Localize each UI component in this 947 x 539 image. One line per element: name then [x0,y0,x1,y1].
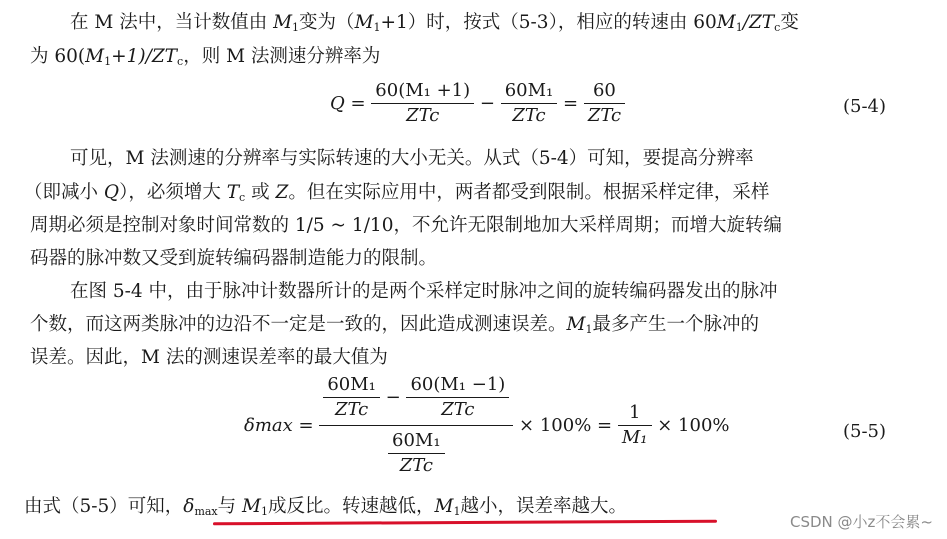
text: 变为（ [299,12,355,33]
eq-lhs: δmax = [244,415,314,436]
sub-1: 1 [585,323,593,336]
text: 变 [780,12,799,33]
denominator: M₁ [621,427,648,448]
denominator: ZTc [441,399,475,420]
equation-5-4 [330,80,625,127]
para2-line3: 周期必须是控制对象时间常数的 1/5 ~ 1/10，不允许无限制地加大采样周期；而增大旋转编 [30,215,782,236]
fraction [388,430,445,477]
sub-max: max [194,505,218,518]
text: 为 60( [30,46,86,67]
sym-M: M [242,496,261,517]
para2-line4: 码器的脉冲数又受到旋转编码器制造能力的限制。 [30,248,438,269]
sub-1: 1 [104,55,112,68]
text: 由式（5-5）可知， [24,496,184,517]
text: 越小，误差率越大。 [460,496,627,517]
sub-c: c [239,191,246,204]
denominator: ZTc [406,105,440,126]
sub-1: 1 [292,21,300,34]
operator: × 100% [657,415,730,436]
denominator: ZTc [335,399,369,420]
fraction [323,374,380,421]
para3-line1: 在图 5-4 中，由于脉冲计数器所计的是两个采样定时脉冲之间的旋转编码器发出的脉冲 [70,281,778,302]
watermark: CSDN @小z不会累~ [790,513,933,531]
sub-1: 1 [373,21,381,34]
para2-line1: 可见，M 法测速的分辨率与实际转速的大小无关。从式（5-4）可知，要提高分辨率 [70,148,754,169]
equation-number-5-5: (5-5) [843,421,887,442]
equation-number-5-4: (5-4) [843,96,887,117]
numerator: 60M₁ [388,430,445,454]
denominator: ZTc [399,455,433,476]
sym-M: M [716,12,736,33]
numerator: 60M₁ [323,374,380,398]
sym-M: M [434,496,454,517]
text: ），必须增大 [119,182,227,203]
text: 成反比。转速越低， [267,496,435,517]
sub-c: c [177,55,184,68]
text: +1)/ZT [111,46,178,67]
sub-c: c [774,21,781,34]
numerator: 60M₁ [501,80,558,104]
para2-line2 [24,180,769,211]
sym-Q: Q [103,182,120,203]
para3-line3: 误差。因此，M 法的测速误差率的最大值为 [30,347,388,368]
sym-M: M [273,12,293,33]
eq-lhs: Q = [330,93,366,114]
sub-1: 1 [260,505,268,518]
compound-numerator [319,374,513,426]
sub-1: 1 [453,505,461,518]
numerator: 1 [618,402,652,426]
fraction [406,374,509,421]
numerator: 60(M₁ −1) [406,374,509,398]
compound-denominator [319,426,513,477]
numerator: 60 [584,80,625,104]
operator: − [385,387,401,408]
sym-T: T [226,182,240,203]
operator: = [563,93,579,114]
text: 个数，而这两类脉冲的边沿不一定是一致的，因此造成测速误差。 [30,314,567,335]
sym-M: M [566,314,586,335]
denominator: ZTc [587,105,622,126]
fraction [371,80,474,127]
text: （即减小 [24,182,104,203]
text: 。但在实际应用中，两者都受到限制。根据采样定律，采样 [288,182,770,203]
para1-line2 [30,44,380,75]
text: +1）时，按式（5-3），相应的转速由 60 [380,12,717,33]
text: /ZT [742,12,775,33]
operator: × 100% = [519,415,613,436]
sym-M: M [354,12,374,33]
sym-delta: δ [183,496,195,517]
text: 最多产生一个脉冲的 [592,314,759,335]
fraction [501,80,558,127]
compound-fraction [319,374,513,477]
para3-line2 [30,312,759,343]
denominator: ZTc [512,105,546,126]
para1-line1 [70,10,799,41]
sym-Z: Z [275,182,289,203]
text: 或 [245,182,276,203]
text: ，则 M 法测速分辨率为 [183,46,381,67]
numerator: 60(M₁ +1) [371,80,474,104]
equation-5-5 [244,374,730,477]
operator: − [479,93,495,114]
fraction [618,402,652,449]
fraction [584,80,625,127]
text: 在 M 法中，当计数值由 [70,12,274,33]
text: 与 [217,496,243,517]
sym-M: M [85,46,105,67]
sub-1: 1 [735,21,743,34]
